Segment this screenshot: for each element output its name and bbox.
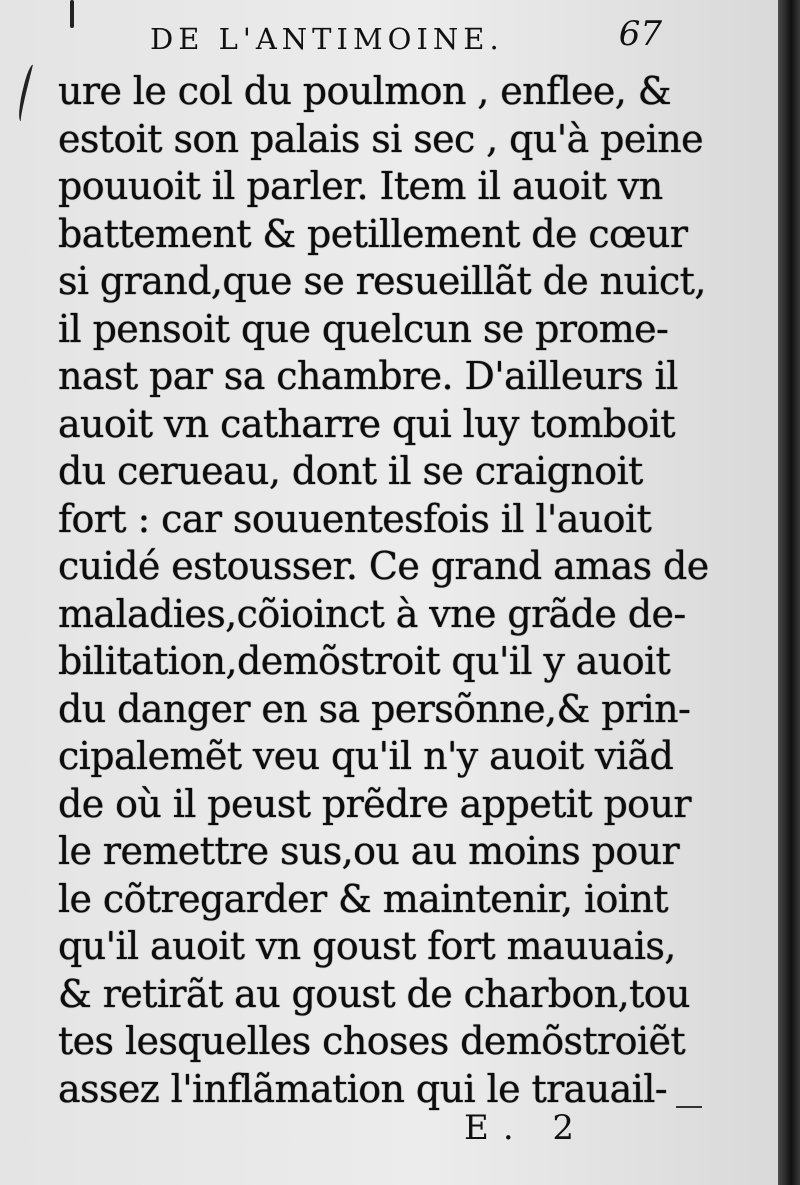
text-line: qu'il auoit vn goust fort mauuais, bbox=[58, 924, 676, 968]
running-head bbox=[150, 14, 670, 58]
text-line: pouuoit il parler. Item il auoit vn bbox=[58, 164, 663, 208]
ink-mark-margin bbox=[15, 64, 39, 123]
page-number: 67 bbox=[618, 14, 662, 54]
text-line: assez l'inflãmation qui le trauail- bbox=[58, 1066, 668, 1111]
body-text bbox=[58, 68, 709, 1113]
text-line: fort : car souuentesfois il l'auoit bbox=[58, 496, 652, 541]
text-line: le remettre sus,ou au moins pour bbox=[58, 829, 680, 873]
running-title: DE L'ANTIMOINE. bbox=[150, 22, 504, 56]
hyphen-rule bbox=[676, 1106, 702, 1108]
text-line: auoit vn catharre qui luy tomboit bbox=[58, 401, 675, 446]
text-line: battement & petillement de cœur bbox=[58, 211, 688, 256]
text-line: cuidé estousser. Ce grand amas de bbox=[58, 544, 709, 588]
text-line: de où il peust prẽdre appetit pour bbox=[58, 781, 691, 826]
text-line: le cõtregarder & maintenir, ioint bbox=[58, 876, 668, 921]
text-line: cipalemẽt veu qu'il n'y auoit viãd bbox=[58, 734, 674, 778]
text-line: du cerueau, dont il se craignoit bbox=[58, 449, 643, 493]
text-line: estoit son palais si sec , qu'à peine bbox=[58, 116, 704, 161]
text-line: tes lesquelles choses demõstroiẽt bbox=[58, 1019, 685, 1063]
text-line: ure le col du poulmon , enflee, & bbox=[58, 69, 671, 113]
ink-mark-top bbox=[70, 0, 74, 28]
signature-mark: E. 2 bbox=[464, 1108, 589, 1148]
text-line: bilitation,demõstroit qu'il y auoit bbox=[58, 639, 671, 683]
text-line: si grand,que se resueillãt de nuict, bbox=[58, 259, 706, 303]
text-line: nast par sa chambre. D'ailleurs il bbox=[58, 354, 678, 398]
book-spine bbox=[778, 0, 800, 1185]
text-line: il pensoit que quelcun se prome- bbox=[58, 306, 669, 351]
text-line: du danger en sa persõnne,& prin- bbox=[58, 686, 691, 731]
text-line: & retirãt au goust de charbon,tou bbox=[58, 971, 690, 1016]
text-line: maladies,cõioinct à vne grãde de- bbox=[58, 591, 686, 636]
